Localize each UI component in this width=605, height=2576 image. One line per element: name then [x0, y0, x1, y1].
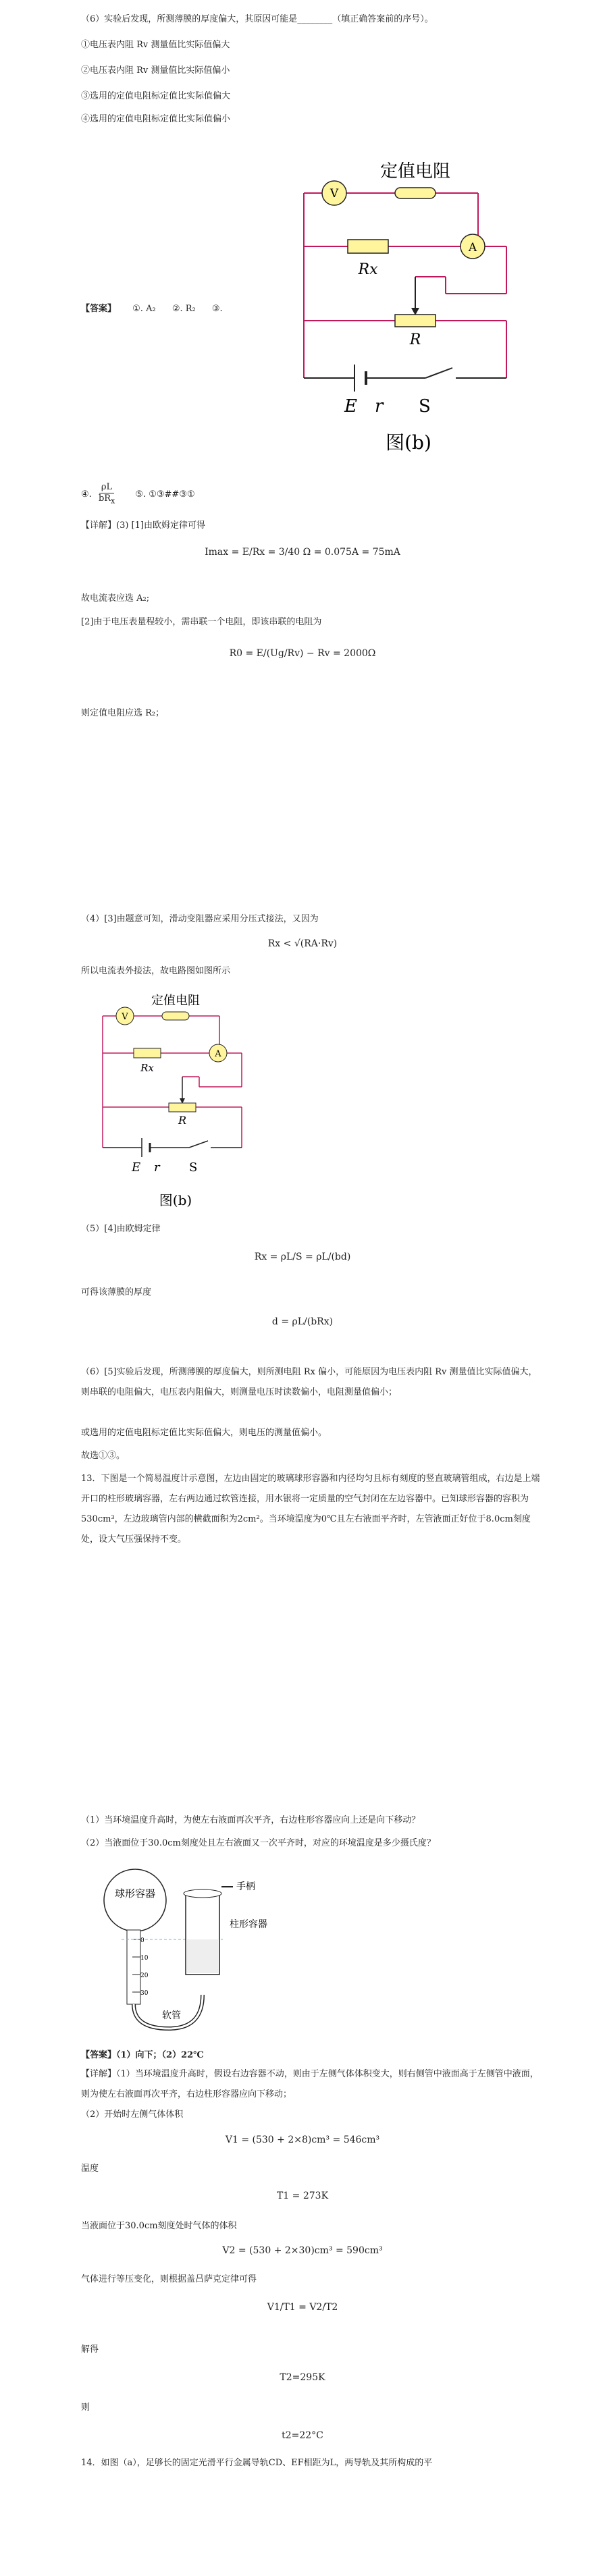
small-figure-caption: 图(b) — [159, 1192, 192, 1208]
small-emf-label: E — [132, 1160, 141, 1175]
answer-line-2: ④. $\frac{\rho L}{bR_x}$ ⑤. ①③##③① — [81, 482, 195, 506]
q13-then: 则 — [81, 2403, 90, 2413]
small-fixed-resistor-label: 定值电阻 — [151, 994, 200, 1008]
q13-solve: 解得 — [81, 2344, 99, 2355]
q13-temp-label: 温度 — [81, 2164, 99, 2174]
tick-30: 30 — [140, 1990, 149, 1997]
bulb-label: 球形容器 — [114, 1887, 156, 1900]
rx-label: Rx — [358, 261, 378, 278]
q13-t1: T1 = 273K — [276, 2191, 329, 2201]
part6-p1: （6）[5]实验后发现，所测薄膜的厚度偏大，则所测电阻 Rx 偏小，可能原因为电压表内阻 Rv 测量值比实际值偏大，则串联的电阻偏大，电压表内阻偏大，则测量电压时读数偏小，电阻测量值偏小； — [81, 1367, 537, 1397]
part6-p3: 故选①③。 — [81, 1451, 126, 1461]
ammeter-label: A — [468, 241, 477, 254]
figure-caption: 图(b) — [386, 431, 431, 454]
answer-3: ③. — [211, 304, 223, 314]
part5-eq1: Rx = ρL/S = ρL/(bd) — [254, 1252, 351, 1262]
q13-sub1: （1）当环境温度升高时，为使左右液面再次平齐，右边柱形容器应向上还是向下移动？ — [81, 1815, 421, 1825]
internal-resistance-label: r — [375, 396, 384, 417]
handle-label: 手柄 — [236, 1881, 255, 1892]
fixed-resistor-label: 定值电阻 — [379, 161, 451, 182]
hose-label: 软管 — [162, 2010, 181, 2021]
small-internal-label: r — [154, 1160, 160, 1175]
part6-p2: 或选用的定值电阻标定值比实际值偏大，则电压的测量值偏小。 — [81, 1428, 327, 1438]
part5-eq2: d = ρL/(bRx) — [271, 1316, 334, 1327]
answer-line — [81, 303, 223, 315]
r0-formula: R0 = E/(Ug/Rv) − Rv = 2000Ω — [229, 648, 376, 659]
q6-option-1: ①电压表内阻 Rv 测量值比实际值偏大 — [81, 40, 230, 50]
answer-2: ②. R₂ — [172, 304, 196, 314]
emf-label: E — [344, 396, 357, 417]
small-rheostat-label: R — [178, 1114, 187, 1127]
part4-conclusion: 所以电流表外接法，故电路图如图所示 — [81, 966, 231, 976]
q13-detail-2: （2）开始时左侧气体体积 — [81, 2110, 184, 2120]
q6-option-4: ④选用的定值电阻标定值比实际值偏小 — [81, 114, 231, 124]
q13-law: 气体进行等压变化，则根据盖吕萨克定律可得 — [81, 2274, 257, 2284]
q13-text: 13．下图是一个简易温度计示意图，左边由固定的玻璃球形容器和内径均匀且标有刻度的竖直玻璃管组成，右边是上端开口的柱形玻璃容器，左右两边通过软管连接，用水银将一定质量的空气封闭在左边容器中。已知球形容器的容积为530cm³，左边玻璃管内部的横截面积为2cm²。当环境温度为0℃且左右液面平齐时，左管液面正好位于8.0cm刻度处，设大气压强保持不变。 — [81, 1474, 540, 1545]
tick-20: 20 — [140, 1973, 149, 1979]
q6-option-3: ③选用的定值电阻标定值比实际值偏大 — [81, 91, 231, 101]
q13-gay-lussac: V1/T1 = V2/T2 — [267, 2302, 338, 2313]
small-switch-label: S — [189, 1160, 198, 1175]
part4-inequality: Rx < √(RA·Rv) — [267, 938, 338, 949]
circuit-diagram-large — [290, 142, 560, 459]
part5-head: （5）[4]由欧姆定律 — [81, 1224, 161, 1234]
small-rx-label: Rx — [140, 1062, 154, 1074]
answer-5: ⑤. ①③##③① — [135, 489, 195, 500]
q14-text: 14．如图（a），足够长的固定光滑平行金属导轨CD、EF相距为L，两导轨及其所构成的平 — [81, 2458, 433, 2468]
detail-head: 【详解】(3) [1]由欧姆定律可得 — [81, 520, 205, 531]
answer-1: ①. A₂ — [132, 304, 156, 314]
voltmeter-label: V — [330, 187, 339, 200]
switch-label: S — [419, 396, 431, 417]
part5-thickness: 可得该薄膜的厚度 — [81, 1287, 152, 1297]
answer-4: ④. — [81, 489, 92, 500]
imax-formula: Imax = E/Rx = 3/40 Ω = 0.075A = 75mA — [205, 547, 400, 558]
thermometer-apparatus — [95, 1860, 297, 2042]
choose-r2: 则定值电阻应选 R₂； — [81, 708, 165, 718]
rheostat-label: R — [409, 331, 421, 348]
tick-0: 0 — [140, 1937, 144, 1944]
q13-when: 当液面位于30.0cm刻度处时气体的体积 — [81, 2221, 237, 2231]
q6-intro: （6）实验后发现，所测薄膜的厚度偏大，其原因可能是________（填正确答案前的序号）。 — [81, 14, 433, 24]
q13-t2: T2=295K — [280, 2372, 325, 2383]
cylinder-label: 柱形容器 — [230, 1919, 267, 1930]
answer-tag: 【答案】 — [81, 304, 117, 314]
circuit-diagram-small — [95, 979, 270, 1222]
part4-line: （4）[3]由题意可知，滑动变阻器应采用分压式接法，又因为 — [81, 914, 319, 924]
tick-10: 10 — [140, 1955, 149, 1962]
q13-v2: V2 = (530 + 2×30)cm³ = 590cm³ — [222, 2245, 383, 2256]
q13-detail-1: 【详解】（1）当环境温度升高时，假设右边容器不动，则由于左侧气体体积变大，则右侧管中液面高于左侧管中液面，则为使左右液面再次平齐，右边柱形容器应向下移动； — [81, 2069, 539, 2099]
q13-t2c: t2=22°C — [282, 2430, 323, 2441]
choose-a2: 故电流表应选 A₂; — [81, 593, 150, 603]
small-ammeter-label: A — [215, 1049, 221, 1059]
q13-v1: V1 = (530 + 2×8)cm³ = 546cm³ — [225, 2135, 380, 2145]
q13-answer: 【答案】（1）向下；（2）22℃ — [81, 2050, 204, 2060]
q13-sub2: （2）当液面位于30.0cm刻度处且左右液面又一次平齐时，对应的环境温度是多少摄氏度？ — [81, 1838, 436, 1848]
series-resistor-text: [2]由于电压表量程较小，需串联一个电阻，即该串联的电阻为 — [81, 617, 322, 627]
small-voltmeter-label: V — [122, 1012, 128, 1022]
q6-option-2: ②电压表内阻 Rv 测量值比实际值偏小 — [81, 65, 230, 76]
